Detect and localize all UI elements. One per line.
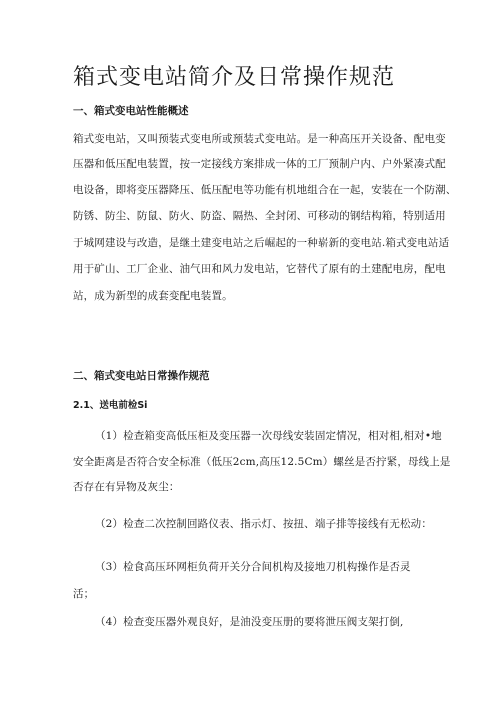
body-line: （4）检查变压器外观良好，是油没变压册的要将泄压阀支架打倒, <box>95 616 404 628</box>
body-line: （2）检查二次控制回路仪表、指示灯、按扭、端子排等接线有无松动： <box>95 518 432 530</box>
body-line: 活； <box>73 588 95 600</box>
body-line: 压器和低压配电装置，按一定接线方案排成一体的工厂预制户内、户外紧凑式配 <box>73 158 446 170</box>
body-line: 于城网建设与改造，是继土建变电站之后崛起的一种崭新的变电站.箱式变电站适 <box>73 237 450 249</box>
document-title: 箱式变电站简介及日常操作规范 <box>73 65 396 90</box>
body-line: 用于矿山、工厂企业、油气田和风力发电站，它替代了原有的土建配电房，配电 <box>73 263 446 275</box>
subsection-2-1-heading: 2.1、送电前检Si <box>73 400 148 411</box>
body-line: （1）检查箱变高低压柜及变压器一次母线安装固定情况，相对相,相对•地 <box>95 430 442 442</box>
body-line: 防锈、防尘、防鼠、防火、防盗、隔热、全封闭、可移动的钢结构箱，特别适用 <box>73 210 446 222</box>
body-line: 站，成为新型的成套变配电装置。 <box>73 290 233 302</box>
section-2-heading: 二、箱式变电站日常操作规范 <box>73 370 210 382</box>
body-line: 电设备，即将变压器降压、低压配电等功能有机地组合在一起，安装在一个防潮、 <box>73 184 457 196</box>
body-line: 否存在有异物及灰尘： <box>73 481 180 493</box>
body-line: 安全距离是否符合安全标准（低压2cm,高压12.5Cm）螺丝是否拧紧，母线上是 <box>73 456 451 468</box>
body-line: 箱式变电站，又叫预装式变电所或预装式变电站。是一种高压开关设备、配电变 <box>73 133 446 145</box>
section-1-heading: 一、箱式变电站性能概述 <box>73 105 189 117</box>
body-line: （3）检食高压环网柜负荷开关分合间机构及接地刀机构操作是否灵 <box>95 561 411 573</box>
